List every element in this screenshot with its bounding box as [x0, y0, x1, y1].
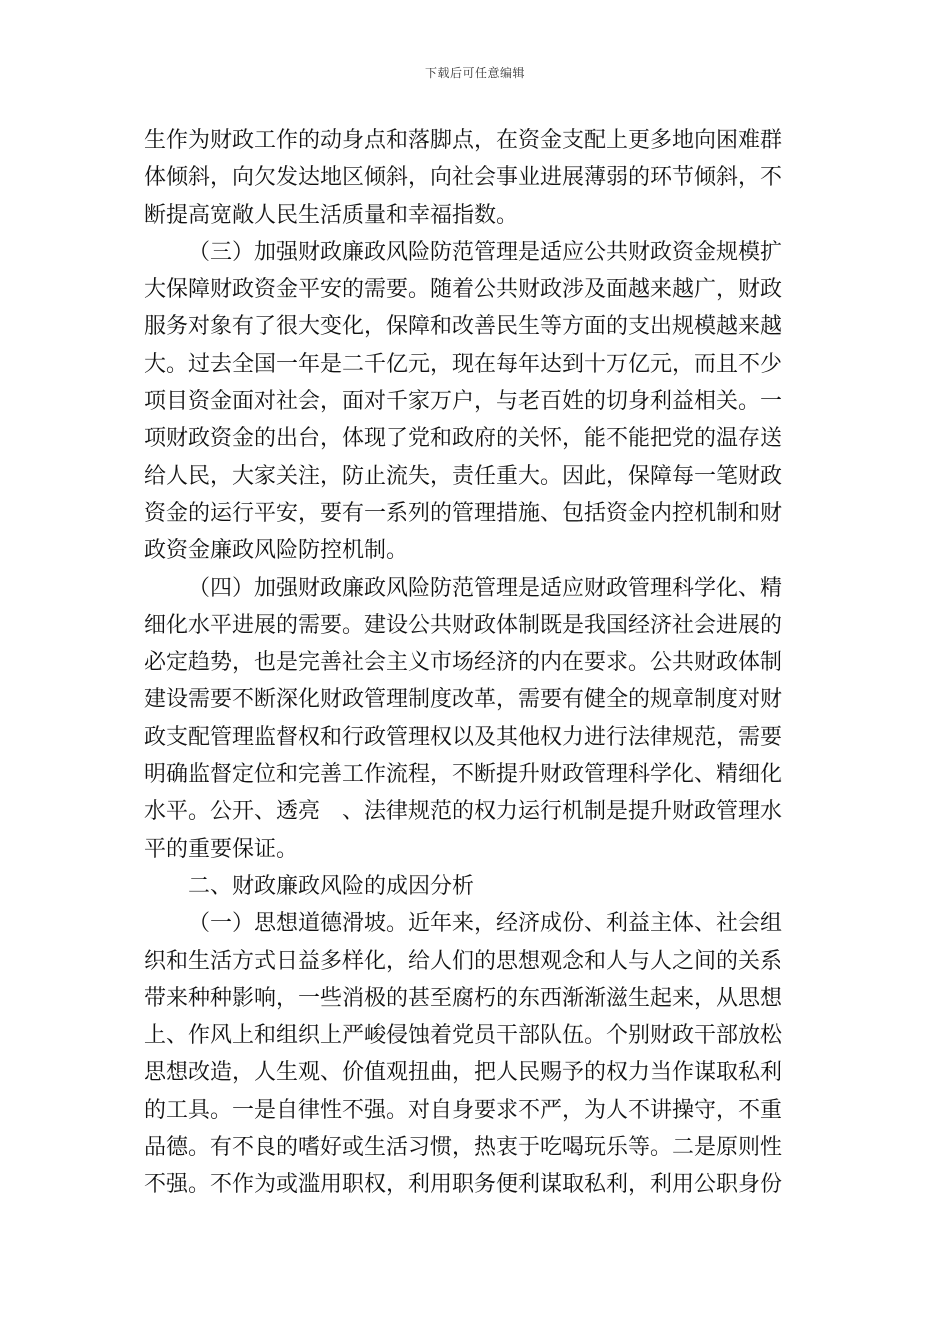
- text-line: 织和生活方式日益多样化，给人们的思想观念和人与人之间的关系: [144, 948, 783, 974]
- text-line: 项财政资金的出台，体现了党和政府的关怀，能不能把党的温存送: [144, 426, 783, 452]
- section-heading: 二、财政廉政风险的成因分析: [188, 873, 475, 899]
- text-line: 水平。公开、透亮 、法律规范的权力运行机制是提升财政管理水: [144, 799, 783, 825]
- text-line: 必定趋势，也是完善社会主义市场经济的内在要求。公共财政体制: [144, 650, 783, 676]
- text-line: 思想改造，人生观、价值观扭曲，把人民赐予的权力当作谋取私利: [144, 1060, 783, 1086]
- text-line: 项目资金面对社会，面对千家万户，与老百姓的切身利益相关。一: [144, 389, 783, 415]
- text-line: 品德。有不良的嗜好或生活习惯，热衷于吃喝玩乐等。二是原则性: [144, 1135, 783, 1161]
- text-line: 资金的运行平安，要有一系列的管理措施、包括资金内控机制和财: [144, 500, 783, 526]
- text-line: 大保障财政资金平安的需要。随着公共财政涉及面越来越广，财政: [144, 277, 783, 303]
- text-line: 生作为财政工作的动身点和落脚点，在资金支配上更多地向困难群: [144, 128, 783, 153]
- text-line: 断提高宽敞人民生活质量和幸福指数。: [144, 202, 519, 228]
- text-line: 政支配管理监督权和行政管理权以及其他权力进行法律规范，需要: [144, 724, 783, 750]
- text-line: 政资金廉政风险防控机制。: [144, 538, 409, 564]
- paragraph-start-line: （三）加强财政廉政风险防范管理是适应公共财政资金规模扩: [188, 239, 783, 265]
- text-line: 建设需要不断深化财政管理制度改革，需要有健全的规章制度对财: [144, 687, 783, 713]
- text-line: 上、作风上和组织上严峻侵蚀着党员干部队伍。个别财政干部放松: [144, 1023, 783, 1049]
- document-body: [144, 122, 808, 1204]
- text-line: 的工具。一是自律性不强。对自身要求不严，为人不讲操守，不重: [144, 1097, 783, 1123]
- text-line: 给人民，大家关注，防止流失，责任重大。因此，保障每一笔财政: [144, 463, 783, 489]
- text-line: 体倾斜，向欠发达地区倾斜，向社会事业进展薄弱的环节倾斜，不: [144, 165, 783, 191]
- text-line: 服务对象有了很大变化，保障和改善民生等方面的支出规模越来越: [144, 314, 783, 340]
- paragraph-start-line: （四）加强财政廉政风险防范管理是适应财政管理科学化、精: [188, 575, 783, 601]
- text-line: 带来种种影响，一些消极的甚至腐朽的东西渐渐滋生起来，从思想: [144, 985, 783, 1011]
- text-line: 细化水平进展的需要。建设公共财政体制既是我国经济社会进展的: [144, 612, 783, 638]
- page-header: 下载后可任意编辑: [424, 66, 525, 80]
- text-line: 明确监督定位和完善工作流程，不断提升财政管理科学化、精细化: [144, 762, 783, 788]
- text-line: 不强。不作为或滥用职权，利用职务便利谋取私利，利用公职身份: [144, 1172, 783, 1198]
- text-line: 大。过去全国一年是二千亿元，现在每年达到十万亿元，而且不少: [144, 351, 783, 377]
- text-line: 平的重要保证。: [144, 836, 299, 862]
- paragraph-start-line: （一）思想道德滑坡。近年来，经济成份、利益主体、社会组: [188, 911, 783, 937]
